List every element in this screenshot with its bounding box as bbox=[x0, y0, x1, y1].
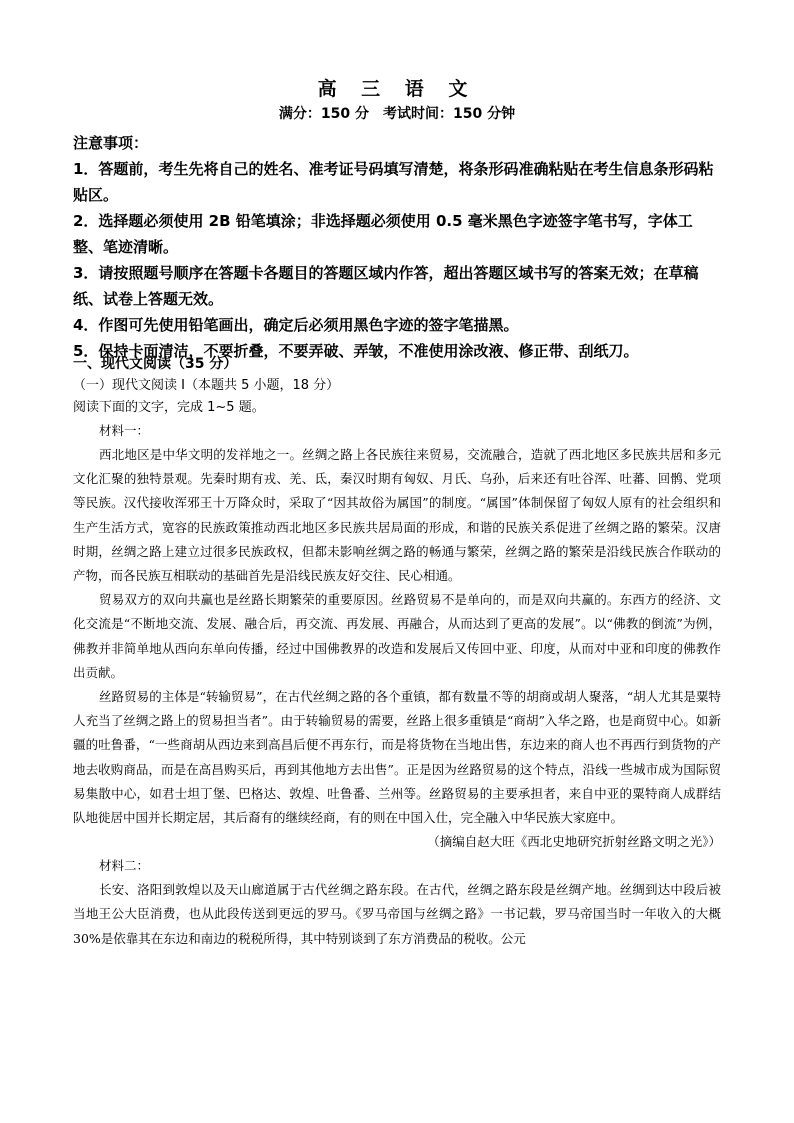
exam-subtitle: 满分：150 分 考试时间：150 分钟 bbox=[278, 106, 516, 122]
material-label: 材料二： bbox=[99, 858, 150, 874]
notice-item: 5．保持卡面清洁，不要折叠，不要弄破、弄皱，不准使用涂改液、修正带、刮纸刀。 bbox=[73, 342, 639, 360]
notice-item: 2．选择题必须使用 2B 铅笔填涂；非选择题必须使用 0.5 毫米黑色字迹签字笔书写，字体工整、笔迹清晰。 bbox=[73, 212, 693, 256]
material-label: 材料一： bbox=[99, 423, 150, 438]
notice-heading: 注意事项： bbox=[73, 134, 149, 152]
reading-section bbox=[73, 353, 721, 951]
section-title: 一、现代文阅读（35 分） bbox=[73, 356, 238, 372]
subsection-title: （一）现代文阅读 I（本题共 5 小题，18 分） bbox=[73, 378, 340, 393]
notice-item: 1．答题前，考生先将自己的姓名、准考证号码填写清楚，将条形码准确粘贴在考生信息条形码粘贴区。 bbox=[73, 160, 714, 204]
material-paragraph: 长安、洛阳到敦煌以及天山廊道属于古代丝绸之路东段。在古代，丝绸之路东段是丝绸产地。丝绸到达中段后被当地王公大臣消费，也从此段传送到更远的罗马。《罗马帝国与丝绸之路》一书记载，罗马帝国当时一年收入的大概 30%是依靠其在东边和南边的税税所得，其中特别谈到了东方消费品的税收。公元 bbox=[73, 882, 721, 946]
notice-item: 4．作图可先使用铅笔画出，确定后必须用黑色字迹的签字笔描黑。 bbox=[73, 316, 519, 334]
reading-instruction: 阅读下面的文字，完成 1~5 题。 bbox=[73, 400, 265, 415]
exam-title: 高 三 语 文 bbox=[317, 78, 477, 100]
notice-item: 3．请按照题号顺序在答题卡各题目的答题区域内作答，超出答题区域书写的答案无效；在草稿纸、试卷上答题无效。 bbox=[73, 264, 699, 308]
material-paragraph: 西北地区是中华文明的发祥地之一。丝绸之路上各民族往来贸易，交流融合，造就了西北地区多民族共居和多元文化汇聚的独特景观。先秦时期有戎、羌、氐，秦汉时期有匈奴、月氏、乌孙，后来还有吐谷浑、吐蕃、回鹘、党项等民族。汉代接收浑邪王十万降众时，采取了“因其故俗为属国”的制度。“属国”体制保留了匈奴人原有的社会组织和生产生活方式，宽容的民族政策推动西北地区多民族共居局面的形成，和谐的民族关系促进了丝绸之路的繁荣。汉唐时期，丝绸之路上建立过很多民族政权，但都未影响丝绸之路的畅通与繁荣，丝绸之路的繁荣是沿线民族合作联动的产物，而各民族互相联动的基础首先是沿线民族友好交往、民心相通。 bbox=[73, 447, 721, 584]
material-paragraph: 丝路贸易的主体是“转输贸易”，在古代丝绸之路的各个重镇，都有数量不等的胡商或胡人聚落，“胡人尤其是粟特人充当了丝绸之路上的贸易担当者”。由于转输贸易的需要，丝路上很多重镇是“商胡”入华之路，也是商贸中心。如新疆的吐鲁番，“一些商胡从西边来到高昌后便不再东行，而是将货物在当地出售，东边来的商人也不再西行到货物的产地去收购商品，而是在高昌购买后，再到其他地方去出售”。正是因为丝路贸易的这个特点，沿线一些城市成为国际贸易集散中心，如君士坦丁堡、巴格达、敦煌、吐鲁番、兰州等。丝路贸易的主要承担者，来自中亚的粟特商人成群结队地徙居中国并长期定居，其后裔有的继续经商，有的则在中国入仕，完全融入中华民族大家庭中。 bbox=[73, 689, 721, 826]
notice-section bbox=[73, 130, 721, 364]
material-source: （摘编自赵大旺《西北史地研究折射丝路文明之光》） bbox=[427, 834, 721, 850]
material-paragraph: 贸易双方的双向共赢也是丝路长期繁荣的重要原因。丝路贸易不是单向的，而是双向共赢的。东西方的经济、文化交流是“不断地交流、发展、融合后，再交流、再发展、再融合，从而达到了更高的发展”。以“佛教的倒流”为例，佛教并非简单地从西向东单向传播，经过中国佛教界的改造和发展后又传回中亚、印度，从而对中亚和印度的佛教作出贡献。 bbox=[73, 592, 721, 680]
